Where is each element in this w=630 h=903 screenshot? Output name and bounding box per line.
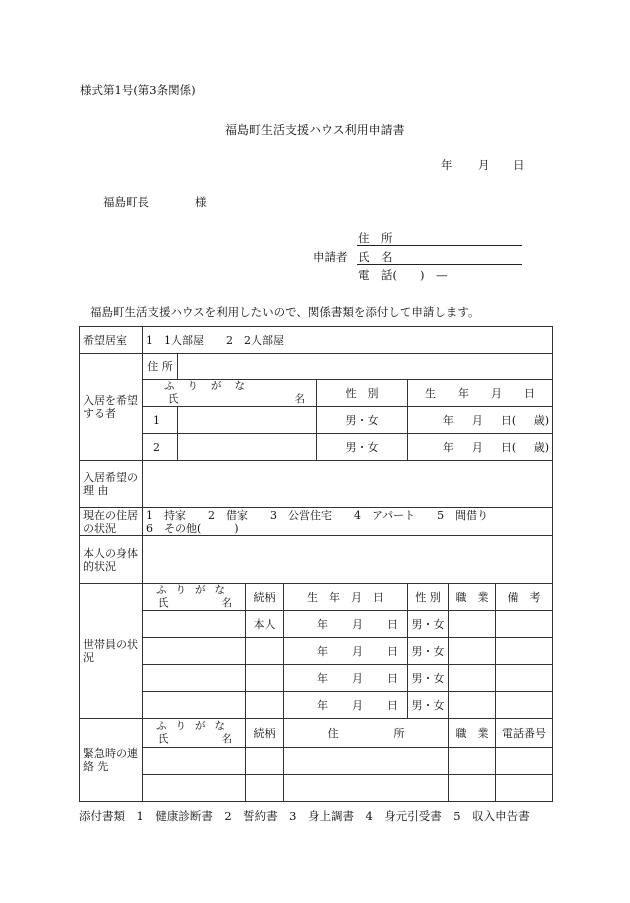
emergency-job-field[interactable] — [449, 775, 496, 802]
application-table — [79, 326, 553, 802]
household-job-field[interactable] — [449, 611, 496, 638]
dob-year: 年 — [317, 644, 328, 658]
household-dob[interactable] — [284, 638, 408, 665]
household-relation-header: 続柄 — [246, 584, 284, 611]
dob-day: 日 — [387, 644, 398, 658]
household-job-header: 職 業 — [449, 584, 496, 611]
document-title: 福島町生活支援ハウス利用申請書 — [225, 123, 405, 137]
dob-day: 日( — [500, 413, 517, 427]
household-name-field[interactable] — [143, 692, 246, 719]
household-label: 世帯員の状 況 — [80, 584, 143, 719]
emergency-relation-field[interactable] — [246, 775, 284, 802]
emergency-address-field[interactable] — [284, 748, 449, 775]
dob-age: 歳) — [533, 440, 549, 454]
emergency-relation-field[interactable] — [246, 748, 284, 775]
applicant-row — [80, 407, 553, 434]
household-relation[interactable] — [246, 638, 284, 665]
applicant-name-field[interactable] — [178, 434, 317, 461]
dob-day: 日 — [387, 671, 398, 685]
dob-month: 月 — [352, 671, 363, 685]
household-row — [80, 692, 553, 719]
furigana-label: ふりがな — [156, 584, 234, 596]
residence-options[interactable] — [143, 508, 553, 536]
household-remarks-field[interactable] — [496, 638, 553, 665]
applicant-address-label: 住 所 — [358, 231, 393, 245]
name-left: 氏 — [158, 733, 169, 745]
household-row — [80, 611, 553, 638]
household-row — [80, 638, 553, 665]
reason-field[interactable] — [143, 461, 553, 508]
applicant-row-no: 2 — [143, 434, 178, 461]
household-name-field[interactable] — [143, 611, 246, 638]
applicant-dob[interactable] — [408, 434, 553, 461]
dob-year: 年 — [317, 671, 328, 685]
dob-month: 月 — [352, 698, 363, 712]
applicant-gender[interactable]: 男・女 — [317, 434, 408, 461]
dob-year: 年 — [442, 413, 454, 427]
emergency-phone-header: 電話番号 — [496, 719, 553, 748]
household-row — [80, 665, 553, 692]
household-relation[interactable] — [246, 692, 284, 719]
household-dob-header: 生 年 月 日 — [284, 584, 408, 611]
emergency-job-field[interactable] — [449, 748, 496, 775]
household-job-field[interactable] — [449, 692, 496, 719]
household-gender-header: 性 別 — [408, 584, 449, 611]
applicants-furigana-header — [143, 380, 317, 407]
applicants-dob-header: 生 年 月 日 — [408, 380, 553, 407]
applicant-name-label: 氏 名 — [358, 250, 393, 264]
dob-month: 月 — [471, 440, 483, 454]
dob-day: 日( — [500, 440, 517, 454]
emergency-label: 緊急時の連 絡 先 — [80, 719, 143, 802]
household-gender[interactable]: 男・女 — [408, 692, 449, 719]
applicant-row — [80, 434, 553, 461]
household-gender[interactable]: 男・女 — [408, 665, 449, 692]
date-month: 月 — [478, 158, 490, 172]
household-remarks-field[interactable] — [496, 665, 553, 692]
household-dob[interactable] — [284, 692, 408, 719]
emergency-name-field[interactable] — [143, 775, 246, 802]
name-right: 名 — [221, 597, 232, 609]
applicant-dob[interactable] — [408, 407, 553, 434]
household-relation[interactable] — [246, 665, 284, 692]
name-left: 氏 — [158, 597, 169, 609]
addressee-name: 福島町長 — [103, 195, 149, 209]
applicant-name-field[interactable] — [178, 407, 317, 434]
name-right: 名 — [221, 733, 232, 745]
dob-month: 月 — [471, 413, 483, 427]
addressee-honorific: 様 — [195, 195, 207, 209]
household-remarks-field[interactable] — [496, 611, 553, 638]
household-furigana-header — [143, 584, 246, 611]
applicant-gender[interactable]: 男・女 — [317, 407, 408, 434]
emergency-row — [80, 748, 553, 775]
reason-label: 入居希望の 理 由 — [80, 461, 143, 508]
household-name-field[interactable] — [143, 665, 246, 692]
household-gender[interactable]: 男・女 — [408, 638, 449, 665]
date-day: 日 — [513, 158, 525, 172]
household-job-field[interactable] — [449, 638, 496, 665]
residence-options-line2: 6 その他( ) — [146, 521, 239, 535]
applicants-address-label: 住 所 — [143, 354, 178, 380]
name-right: 名 — [294, 393, 305, 405]
emergency-relation-header: 続柄 — [246, 719, 284, 748]
household-gender[interactable]: 男・女 — [408, 611, 449, 638]
dob-day: 日 — [387, 698, 398, 712]
applicants-label: 入居を希望する者 — [80, 354, 143, 461]
name-left: 氏 — [168, 393, 179, 405]
dob-month: 月 — [352, 644, 363, 658]
emergency-furigana-header — [143, 719, 246, 748]
physical-label: 本人の身体的状況 — [80, 536, 143, 584]
emergency-address-header: 住 所 — [284, 719, 449, 748]
household-remarks-field[interactable] — [496, 692, 553, 719]
emergency-address-field[interactable] — [284, 775, 449, 802]
applicants-gender-header: 性 別 — [317, 380, 408, 407]
dob-year: 年 — [442, 440, 454, 454]
room-label: 希望居室 — [80, 327, 143, 354]
emergency-phone-field[interactable] — [496, 748, 553, 775]
intro-text: 福島町生活支援ハウスを利用したいので、関係書類を添付して申請します。 — [90, 305, 480, 319]
household-remarks-header: 備 考 — [496, 584, 553, 611]
date-year: 年 — [441, 158, 453, 172]
applicant-label: 申請者 — [313, 250, 348, 264]
dob-day: 日 — [387, 617, 398, 631]
furigana-label: ふりがな — [164, 380, 258, 392]
emergency-name-field[interactable] — [143, 748, 246, 775]
emergency-job-header: 職 業 — [449, 719, 496, 748]
dob-year: 年 — [317, 698, 328, 712]
applicants-address-field[interactable] — [178, 354, 553, 380]
household-name-field[interactable] — [143, 638, 246, 665]
residence-options-line1: 1 持家 2 借家 3 公営住宅 4 アパート 5 間借り — [146, 508, 489, 522]
applicant-row-no: 1 — [143, 407, 178, 434]
address-underline — [357, 245, 522, 246]
attachments-list: 添付書類 1 健康診断書 2 誓約書 3 身上調書 4 身元引受書 5 収入申告書 — [79, 809, 530, 823]
room-options: 1 1人部屋 2 2人部屋 — [143, 327, 553, 354]
applicant-phone-label: 電 話( ) — — [358, 268, 448, 282]
furigana-label: ふりがな — [156, 720, 234, 732]
dob-month: 月 — [352, 617, 363, 631]
form-number: 様式第1号(第3条関係) — [80, 83, 196, 97]
physical-field[interactable] — [143, 536, 553, 584]
dob-year: 年 — [317, 617, 328, 631]
household-dob[interactable] — [284, 611, 408, 638]
household-relation[interactable]: 本人 — [246, 611, 284, 638]
household-job-field[interactable] — [449, 665, 496, 692]
emergency-row — [80, 775, 553, 802]
emergency-phone-field[interactable] — [496, 775, 553, 802]
household-dob[interactable] — [284, 665, 408, 692]
residence-label: 現在の住居の状況 — [80, 508, 143, 536]
dob-age: 歳) — [533, 413, 549, 427]
name-underline — [357, 264, 522, 265]
